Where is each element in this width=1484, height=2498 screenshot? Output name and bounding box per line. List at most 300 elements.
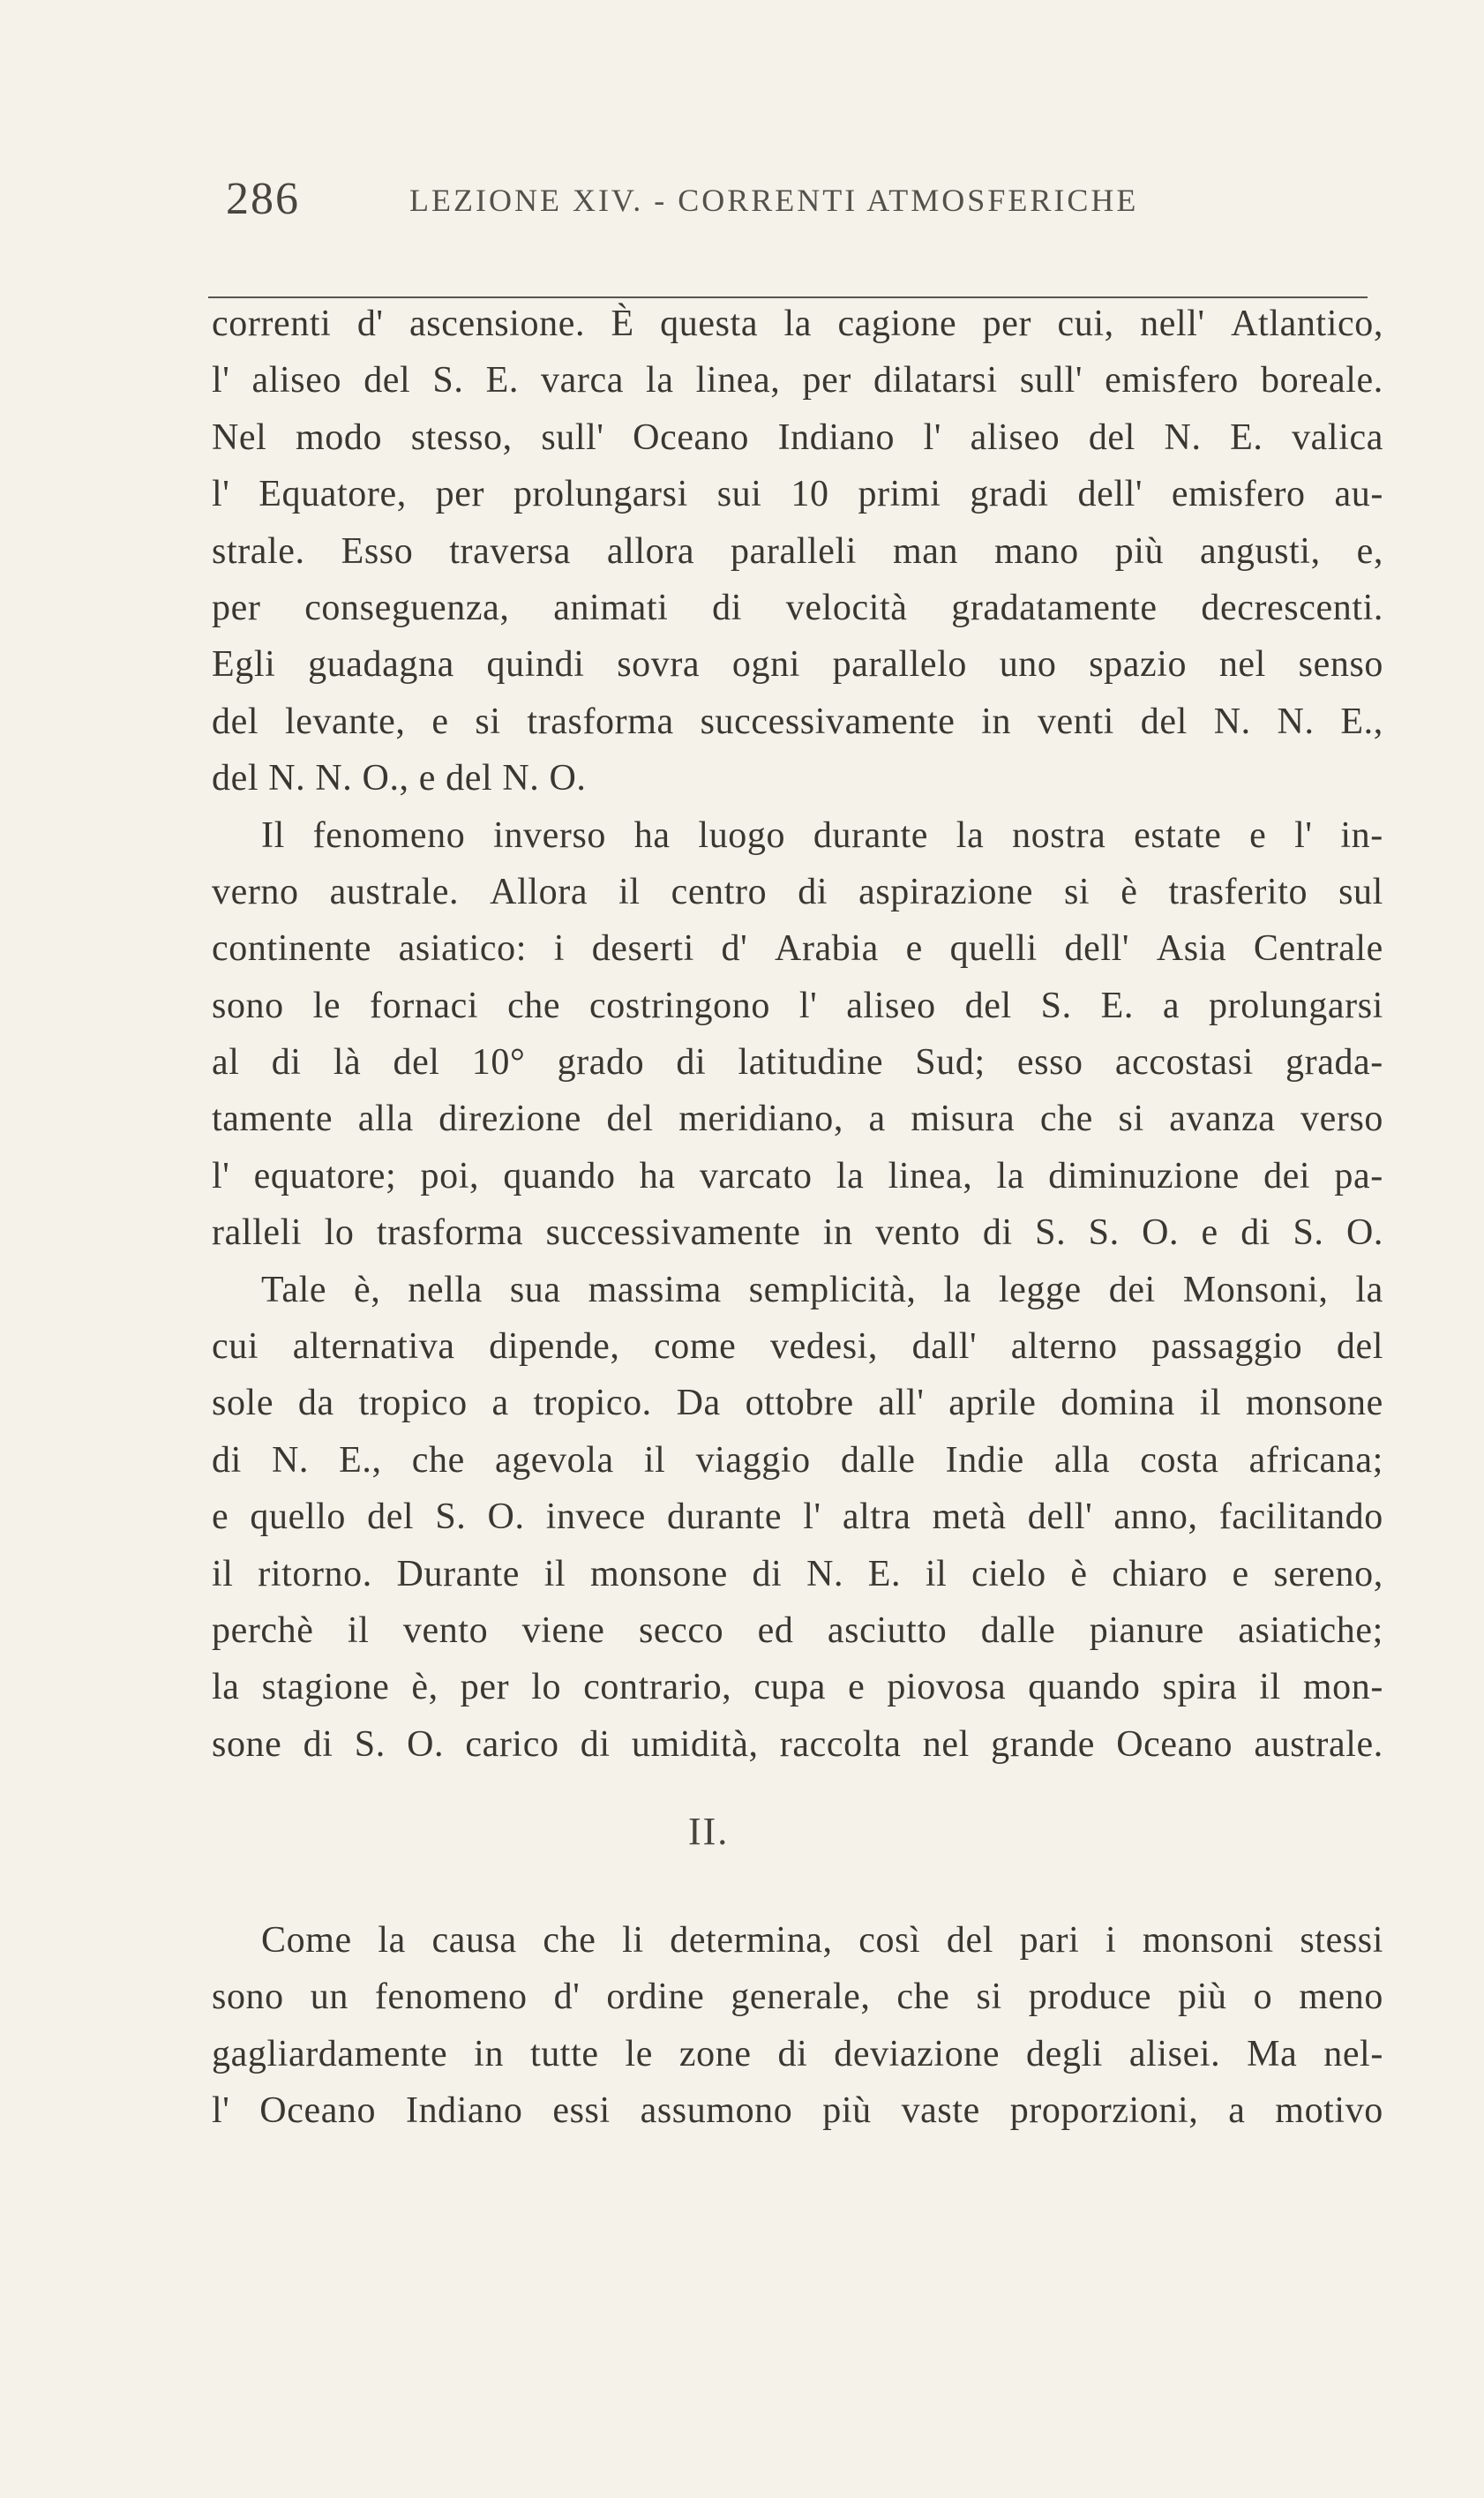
word: o: [1253, 1977, 1273, 2018]
text-line: [212, 2026, 1383, 2082]
word: e: [1232, 1553, 1249, 1594]
text-line: [212, 2082, 1383, 2139]
word: degli: [1026, 2033, 1104, 2074]
word: Asia: [1156, 928, 1227, 970]
word: 10°: [471, 1042, 526, 1084]
word: invece: [545, 1497, 646, 1538]
section-number: II.: [688, 1810, 730, 1853]
word: senso: [1298, 644, 1383, 686]
word: d': [553, 1977, 581, 2018]
word: chiaro: [1112, 1553, 1208, 1594]
word: deserti: [591, 928, 694, 970]
text-line: [212, 864, 1383, 920]
word: ottobre: [745, 1383, 854, 1424]
word: per: [435, 474, 485, 515]
word: quindi: [486, 644, 585, 686]
word: successivamente: [545, 1212, 801, 1254]
text-line: [212, 296, 1383, 352]
word: Equatore,: [259, 474, 407, 515]
word: trasforma: [527, 701, 674, 742]
word: N.: [806, 1553, 844, 1594]
word: di: [1240, 1212, 1271, 1254]
word: il: [643, 1439, 666, 1481]
word: si: [976, 1977, 1002, 2018]
word: australe.: [329, 871, 460, 912]
word: sono: [212, 985, 284, 1026]
word: O.: [1142, 1212, 1180, 1254]
word: passaggio: [1151, 1326, 1303, 1368]
text-line: [212, 523, 1383, 580]
word: nostra: [1012, 814, 1106, 856]
word: O.,: [362, 758, 409, 799]
word: dipende,: [489, 1326, 620, 1368]
word: in: [981, 701, 1012, 742]
word: nell': [1140, 304, 1205, 344]
text-line: [212, 750, 1383, 806]
word: determina,: [670, 1920, 833, 1961]
text-line: [212, 1432, 1383, 1489]
word: secco: [638, 1609, 724, 1651]
word: grado: [557, 1042, 645, 1084]
word: S.: [1293, 1212, 1324, 1254]
word: varcato: [699, 1155, 813, 1196]
word: au-: [1334, 474, 1383, 515]
word: dei: [1108, 1269, 1156, 1310]
word: semplicità,: [748, 1269, 917, 1310]
word: in: [822, 1212, 853, 1254]
word: vaste: [901, 2090, 980, 2132]
running-head: LEZIONE XIV. - CORRENTI ATMOSFERICHE: [409, 183, 1139, 218]
word: quello: [250, 1497, 346, 1538]
word: da: [297, 1383, 334, 1424]
word: man: [892, 530, 959, 572]
word: di: [303, 1723, 334, 1765]
text-line: [212, 1375, 1383, 1431]
word: è,: [354, 1269, 381, 1310]
word: quando: [1028, 1667, 1141, 1708]
word: cui,: [1057, 304, 1114, 344]
word: d': [721, 928, 748, 970]
text-line: [212, 807, 1383, 864]
word: alla: [357, 1099, 414, 1140]
word: E.: [1230, 416, 1263, 458]
word: Arabia: [775, 928, 879, 970]
word: del: [964, 985, 1012, 1026]
word: l': [212, 474, 230, 515]
word: le: [625, 2033, 653, 2074]
word: deviazione: [834, 2033, 1001, 2074]
word: Oceano: [1116, 1723, 1233, 1765]
word: nel-: [1323, 2033, 1383, 2074]
word: Indiano: [405, 2090, 523, 2132]
word: la: [646, 360, 674, 401]
word: motivo: [1275, 2090, 1383, 2132]
word: l': [212, 360, 230, 401]
word: del: [946, 1920, 994, 1961]
word: a: [491, 1383, 509, 1424]
word: strale.: [212, 530, 305, 572]
word: massima: [588, 1269, 722, 1310]
word: causa: [431, 1920, 517, 1961]
word: O.: [1345, 1212, 1383, 1254]
word: a: [1228, 2090, 1246, 2132]
word: lo: [531, 1667, 562, 1708]
text-line: [212, 1489, 1383, 1545]
word: esso: [1016, 1042, 1083, 1084]
word: australe.: [1254, 1723, 1383, 1765]
word: cupa: [753, 1667, 827, 1708]
word: luogo: [698, 814, 786, 856]
text-line: [212, 1659, 1383, 1715]
word: boreale.: [1261, 360, 1383, 401]
word: primi: [858, 474, 941, 515]
word: che: [896, 1977, 950, 2018]
word: N.: [502, 758, 540, 799]
word: più: [1178, 1977, 1227, 2018]
word: e,: [1356, 530, 1383, 572]
word: dilatarsi: [873, 360, 998, 401]
word: è: [1070, 1553, 1088, 1594]
word: africana;: [1248, 1439, 1383, 1481]
word: il: [1199, 1383, 1222, 1424]
text-line: [212, 1091, 1383, 1147]
page-header: [208, 173, 1373, 226]
word: continente: [212, 928, 371, 970]
word: l': [212, 2090, 230, 2132]
word: la: [836, 1155, 865, 1196]
word: quelli: [949, 928, 1038, 970]
word: N.: [315, 758, 353, 799]
word: per: [802, 360, 851, 401]
word: carico: [465, 1723, 559, 1765]
word: linea,: [888, 1155, 973, 1196]
word: tropico.: [533, 1383, 652, 1424]
word: sull': [541, 416, 604, 458]
word: si: [1118, 1099, 1144, 1140]
word: perchè: [212, 1609, 314, 1651]
word: pianure: [1089, 1609, 1204, 1651]
word: cielo: [971, 1553, 1046, 1594]
word: Oceano: [633, 416, 749, 458]
word: i: [1105, 1920, 1117, 1961]
word: spazio: [1089, 644, 1188, 686]
word: tropico: [358, 1383, 468, 1424]
word: È: [611, 304, 634, 344]
word: ascensione.: [409, 304, 586, 344]
word: pari: [1019, 1920, 1080, 1961]
word: Centrale: [1253, 928, 1383, 970]
word: sua: [509, 1269, 561, 1310]
word: e: [1201, 1212, 1218, 1254]
word: il: [212, 1553, 234, 1594]
word: prolungarsi: [1209, 985, 1383, 1026]
text-line: [212, 580, 1383, 636]
word: che: [1039, 1099, 1093, 1140]
word: più: [1114, 530, 1165, 572]
text-line: [212, 1318, 1383, 1375]
word: E.,: [1340, 701, 1383, 742]
page-number: 286: [226, 174, 300, 224]
word: si: [475, 701, 501, 742]
word: N.: [1164, 416, 1202, 458]
word: emisfero: [1171, 474, 1306, 515]
word: Durante: [396, 1553, 521, 1594]
word: grande: [991, 1723, 1095, 1765]
word: Ma: [1247, 2033, 1298, 2074]
word: inverso: [493, 814, 607, 856]
word: diminuzione: [1048, 1155, 1240, 1196]
word: sereno,: [1273, 1553, 1383, 1594]
word: aliseo: [251, 360, 342, 401]
word: ha: [633, 814, 671, 856]
word: generale,: [731, 1977, 871, 2018]
word: di: [982, 1212, 1013, 1254]
word: che: [411, 1439, 465, 1481]
word: angusti,: [1200, 530, 1321, 572]
word: umidità,: [631, 1723, 759, 1765]
word: alternativa: [292, 1326, 455, 1368]
word: venti: [1037, 701, 1114, 742]
word: estate: [1134, 814, 1222, 856]
word: verso: [1300, 1099, 1383, 1140]
word: Allora: [490, 871, 588, 912]
word: ha: [639, 1155, 676, 1196]
word: raccolta: [779, 1723, 902, 1765]
word: fenomeno: [374, 1977, 528, 2018]
word: Da: [676, 1383, 721, 1424]
word: in: [474, 2033, 505, 2074]
word: sul: [1338, 871, 1383, 912]
word: dell': [1077, 474, 1143, 515]
word: successivamente: [700, 701, 956, 742]
word: gagliardamente: [212, 2033, 448, 2074]
word: uno: [999, 644, 1057, 686]
word: Esso: [341, 530, 414, 572]
word: agevola: [494, 1439, 614, 1481]
text-line: [212, 1912, 1383, 1969]
word: misura: [911, 1099, 1016, 1140]
word: O.: [407, 1723, 445, 1765]
word: è,: [411, 1667, 438, 1708]
word: O.: [549, 758, 587, 799]
word: E.,: [339, 1439, 382, 1481]
text-line: [212, 1204, 1383, 1261]
word: trasforma: [376, 1212, 524, 1254]
word: traversa: [449, 530, 571, 572]
word: aprile: [948, 1383, 1037, 1424]
word: la: [996, 1155, 1025, 1196]
word: di: [271, 1042, 302, 1084]
text-line: [212, 978, 1383, 1034]
word: asiatiche;: [1238, 1609, 1383, 1651]
word: grada-: [1285, 1042, 1383, 1084]
word: S.: [432, 360, 464, 401]
word: a: [868, 1099, 886, 1140]
word: dall': [911, 1326, 978, 1368]
word: centro: [671, 871, 768, 912]
word: ritorno.: [258, 1553, 372, 1594]
word: è: [1120, 871, 1138, 912]
word: monsone: [589, 1553, 728, 1594]
word: e: [212, 1497, 229, 1538]
word: S.: [1088, 1212, 1120, 1254]
word: del: [212, 758, 259, 799]
word: del: [1336, 1326, 1383, 1368]
text-line: [212, 920, 1383, 977]
text-line: [212, 1546, 1383, 1602]
word: cui: [212, 1326, 259, 1368]
text-block-bottom: [212, 1912, 1383, 2140]
text-line: [212, 1716, 1383, 1773]
word: dei: [1263, 1155, 1311, 1196]
word: li: [622, 1920, 644, 1961]
text-line: [212, 1969, 1383, 2025]
word: contrario,: [583, 1667, 732, 1708]
word: meridiano,: [678, 1099, 843, 1140]
word: stesso,: [410, 416, 513, 458]
word: prolungarsi: [513, 474, 688, 515]
word: Atlantico,: [1231, 304, 1383, 344]
word: Come: [261, 1920, 352, 1961]
word: Sud;: [915, 1042, 986, 1084]
word: che: [543, 1920, 596, 1961]
word: gradi: [970, 474, 1049, 515]
word: altra: [842, 1497, 911, 1538]
word: del: [1088, 416, 1135, 458]
word: Il: [261, 814, 285, 856]
word: durante: [667, 1497, 783, 1538]
word: del: [446, 758, 493, 799]
word: e: [431, 701, 449, 742]
word: dalle: [840, 1439, 916, 1481]
word: N.: [1277, 701, 1315, 742]
word: Tale: [261, 1269, 327, 1310]
paragraph-2: [212, 807, 1383, 1262]
word: gradatamente: [951, 587, 1158, 628]
word: fornaci: [370, 985, 479, 1026]
word: mon-: [1302, 1667, 1383, 1708]
word: e: [1249, 814, 1267, 856]
word: Indie: [945, 1439, 1024, 1481]
word: 10: [791, 474, 829, 515]
word: viaggio: [695, 1439, 811, 1481]
word: produce: [1028, 1977, 1152, 2018]
word: trasferito: [1168, 871, 1308, 912]
word: S.: [1040, 985, 1072, 1026]
word: viene: [521, 1609, 605, 1651]
word: il: [347, 1609, 370, 1651]
word: sui: [716, 474, 762, 515]
text-block-top: [212, 296, 1383, 1773]
word: la: [378, 1920, 406, 1961]
word: il: [1259, 1667, 1281, 1708]
word: per: [982, 304, 1032, 344]
word: asiatico:: [398, 928, 527, 970]
word: zone: [678, 2033, 752, 2074]
word: aliseo: [970, 416, 1061, 458]
word: vento: [402, 1609, 489, 1651]
word: sono: [212, 1977, 284, 2018]
word: per: [460, 1667, 510, 1708]
word: vedesi,: [770, 1326, 879, 1368]
word: dell': [1064, 928, 1130, 970]
word: varca: [541, 360, 624, 401]
word: velocità: [785, 587, 908, 628]
word: durante: [813, 814, 929, 856]
word: E.: [1100, 985, 1134, 1026]
text-line: [212, 636, 1383, 693]
word: tamente: [212, 1099, 334, 1140]
word: come: [654, 1326, 737, 1368]
word: decrescenti.: [1201, 587, 1383, 628]
word: l': [798, 985, 818, 1026]
word: di: [676, 1042, 707, 1084]
word: essi: [552, 2090, 611, 2132]
word: E.: [485, 360, 519, 401]
word: sull': [1019, 360, 1083, 401]
word: conseguenza,: [304, 587, 510, 628]
word: modo: [296, 416, 383, 458]
word: S.: [354, 1723, 386, 1765]
word: la: [956, 814, 985, 856]
word: N.: [268, 758, 306, 799]
word: la: [783, 304, 813, 344]
word: l': [1294, 814, 1313, 856]
word: sone: [212, 1723, 282, 1765]
word: emisfero: [1105, 360, 1239, 401]
word: là: [333, 1042, 362, 1084]
paragraph-4: [212, 1912, 1383, 2140]
word: di: [798, 871, 828, 912]
word: equatore;: [253, 1155, 397, 1196]
word: assumono: [640, 2090, 793, 2132]
word: e: [848, 1667, 866, 1708]
text-line: [212, 352, 1383, 409]
word: al: [212, 1042, 240, 1084]
word: e: [418, 758, 437, 799]
word: il: [543, 1553, 566, 1594]
word: costringono: [589, 985, 770, 1026]
word: del: [606, 1099, 654, 1140]
word: stagione: [261, 1667, 390, 1708]
word: proporzioni,: [1009, 2090, 1199, 2132]
word: direzione: [438, 1099, 581, 1140]
word: animati: [553, 587, 669, 628]
word: nel: [922, 1723, 970, 1765]
word: d': [356, 304, 384, 344]
word: la: [212, 1667, 240, 1708]
word: vento: [875, 1212, 961, 1254]
word: del: [367, 1497, 415, 1538]
word: che: [507, 985, 561, 1026]
word: all': [878, 1383, 925, 1424]
word: monsoni: [1142, 1920, 1274, 1961]
word: correnti: [212, 304, 332, 344]
word: del: [212, 701, 259, 742]
word: di: [212, 1439, 242, 1481]
word: S.: [1035, 1212, 1067, 1254]
word: di: [777, 2033, 808, 2074]
word: di: [580, 1723, 611, 1765]
word: la: [943, 1269, 971, 1310]
word: S.: [435, 1497, 467, 1538]
word: di: [712, 587, 742, 628]
word: ordine: [606, 1977, 705, 2018]
word: ed: [757, 1609, 794, 1651]
word: del: [364, 360, 411, 401]
paragraph-3: [212, 1262, 1383, 1774]
word: ralleli: [212, 1212, 303, 1254]
